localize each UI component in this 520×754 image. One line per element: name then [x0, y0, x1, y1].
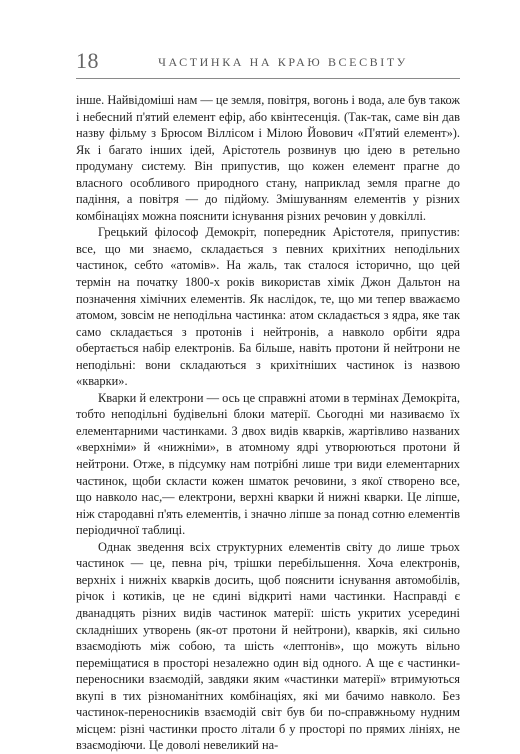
running-title: ЧАСТИНКА НА КРАЮ ВСЕСВІТУ [158, 55, 408, 69]
body-text [76, 92, 460, 754]
running-header [76, 48, 460, 79]
paragraph: інше. Найвідоміші нам — це земля, повітря, вогонь і вода, але був також і небесний п'ятий елемент ефір, або квінтесенція. (Так-так, саме він дав назву фільму з Брюсом Віллісом і Мілою Йовович «П'ятий елемент»). Як і багато інших ідей, Арістотель розвинув цю ідею в ретельно продуману систему. Він припустив, що кожен елемент прагне до власного особливого природного стану, наприклад земля прагне до падіння, а повітря — до підйому. Змішуванням елементів у різних комбінаціях можна пояснити існування різних речовин у довкіллі. [76, 93, 460, 223]
paragraph: Грецький філософ Демокріт, попередник Арістотеля, припустив: все, що ми знаємо, складається з певних крихітних неподільних частинок, себто «атомів». На жаль, так сталося історично, що цей термін на початку 1800-х років використав хімік Джон Дальтон на позначення хімічних елементів. Як наслідок, те, що ми тепер вважаємо атомом, зовсім не неподільна частинка: атом складається з ядра, яке так само складається з протонів і нейтронів, а навколо орбіти ядра обертається набір електронів. Ба більше, навіть протони й нейтрони не неподільні: вони складаються з крихітніших частинок із назвою «кварки». [76, 225, 460, 389]
page-number: 18 [76, 48, 99, 73]
paragraph: Однак зведення всіх структурних елементів світу до лише трьох частинок — це, певна річ, трішки перебільшення. Хоча електронів, верхніх і нижніх кварків досить, щоб пояснити існування автомобілів, річок і котиків, це не єдині відкриті нами частинки. Насправді є дванадцять різних видів частинок матерії: шість укритих усередині складніших утворень (як-от протони й нейтрони), кварків, які сильно взаємодіють між собою, та шість «лептонів», що можуть вільно переміщатися в просторі незалежно один від одного. А ще є частинки-переносники взаємодій, завдяки яким «частинки матерії» втримуються вкупі в тих різноманітних комбінаціях, які ми бачимо навколо. Без частинок-переносників взаємодій світ був би по-справжньому нудним місцем: різні частинки просто літали б у просторі по прямих лініях, не взаємодіючи. Це доволі невеликий на- [76, 539, 460, 753]
paragraph: Кварки й електрони — ось це справжні атоми в термінах Демокріта, тобто неподільні будівельні блоки матерії. Сьогодні ми називаємо їх елементарними частинками. З двох видів кварків, жартівливо названих «верхніми» й «нижніми», в атомному ядрі утворюються протони й нейтрони. Отже, в підсумку нам потрібні лише три види елементарних частинок, щоби скласти кожен шматок речовини, з якої створено все, що навколо нас,— електрони, верхні кварки й нижні кварки. Це ліпше, ніж стародавні п'ять елементів, і значно ліпше за понад сотню елементів періодичної таблиці. [76, 390, 460, 538]
